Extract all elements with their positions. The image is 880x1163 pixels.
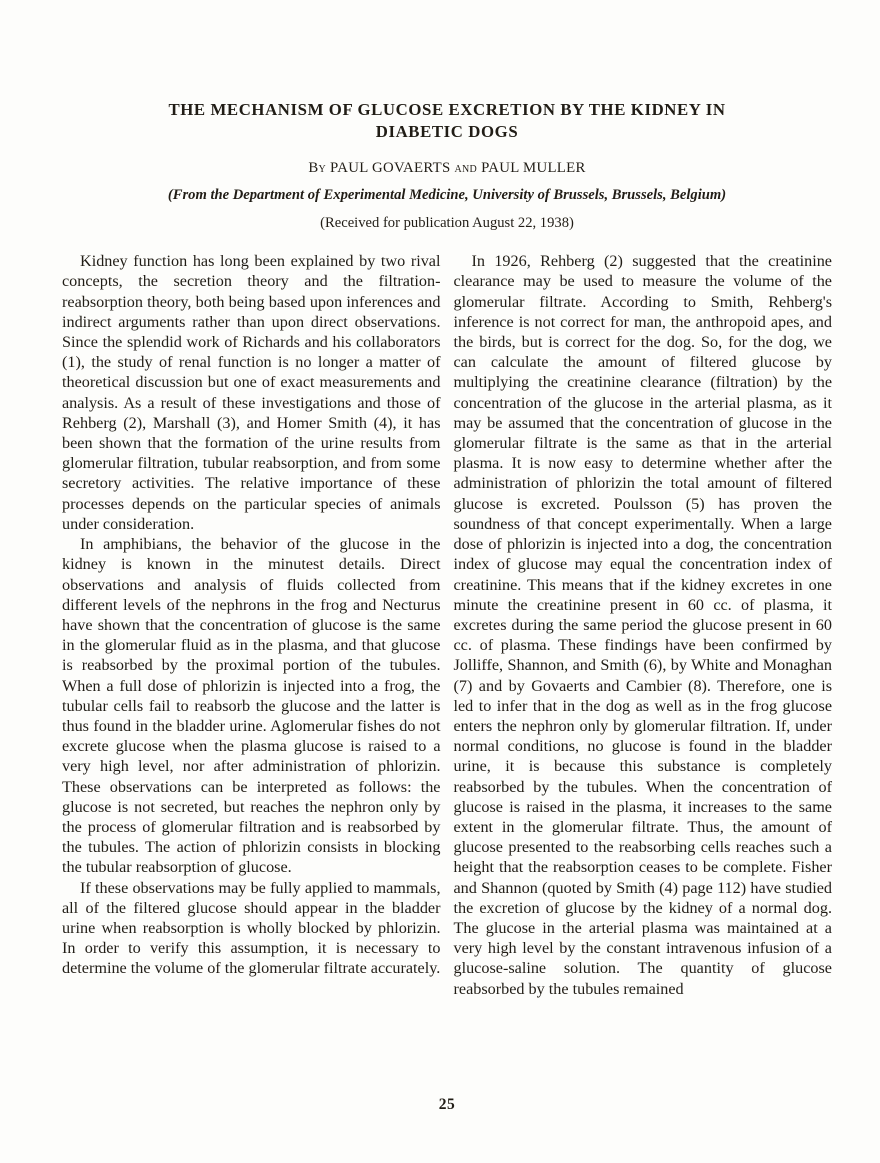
byline <box>62 159 832 178</box>
paragraph: In 1926, Rehberg (2) suggested that the creatinine clearance may be used to measure the volume of the glomerular filtrate. According to Smith, Rehberg's inference is not correct for man, the anthropoid apes, and the birds, but is correct for the dog. So, for the dog, we can calculate the amount of filtered glucose by multiplying the creatinine clearance (filtration) by the concentration of the glucose in the arterial plasma, as it may be assumed that the concentration of glucose in the glomerular filtrate is the same as that in the arterial plasma. It is now easy to determine whether after the administration of phlorizin the total amount of filtered glucose is excreted. Poulsson (5) has proven the soundness of that concept experimentally. When a large dose of phlorizin is injected into a dog, the concentration index of glucose may equal the concentration index of creatinine. This means that if the kidney excretes in one minute the creatinine present in 60 cc. of plasma, it excretes during the same period the glucose present in 60 cc. of plasma. These findings have been confirmed by Jolliffe, Shannon, and Smith (6), by White and Monaghan (7) and by Govaerts and Cambier (8). Therefore, one is led to infer that in the dog as well as in the frog glucose enters the nephron only by glomerular filtration. If, under normal conditions, no glucose is found in the bladder urine, it is because this substance is completely reabsorbed by the tubules. When the concentration of glucose is raised in the plasma, it increases to the same extent in the glomerular filtrate. Thus, the amount of glucose presented to the reabsorbing cells reaches such a height that the reabsorption ceases to be complete. Fisher and Shannon (quoted by Smith (4) page 112) have studied the excretion of glucose by the kidney of a normal dog. The glucose in the arterial plasma was maintained at a very high level by the constant intravenous infusion of a glucose-saline solution. The quantity of glucose reabsorbed by the tubules remained <box>453 252 832 998</box>
byline-conjunction: and <box>454 160 478 177</box>
affiliation-line: (From the Department of Experimental Medicine, University of Brussels, Brussels, Belgium) <box>167 187 727 204</box>
author-name-2: PAUL MULLER <box>481 160 586 177</box>
article-title-line-1: THE MECHANISM OF GLUCOSE EXCRETION BY THE KIDNEY IN <box>168 100 726 120</box>
author-name-1: PAUL GOVAERTS <box>330 160 451 177</box>
paragraph: Kidney function has long been explained by two rival concepts, the secretion theory and the filtration-reabsorption theory, both being based upon inferences and indirect arguments rather than upon direct observations. Since the splendid work of Richards and his collaborators (1), the study of renal function is no longer a matter of theoretical discussion but one of exact measurements and analysis. As a result of these investigations and those of Rehberg (2), Marshall (3), and Homer Smith (4), it has been shown that the formation of the urine results from glomerular filtration, tubular reabsorption, and from some secretory activities. The relative importance of these processes depends on the particular species of animals under consideration. <box>62 252 441 533</box>
received-line: (Received for publication August 22, 1938) <box>320 215 574 232</box>
byline-prefix: By <box>308 160 327 177</box>
article-title-line-2: DIABETIC DOGS <box>375 122 519 142</box>
paragraph: If these observations may be fully applied to mammals, all of the filtered glucose should appear in the bladder urine when reabsorption is wholly blocked by phlorizin. In order to verify this assumption, it is necessary to determine the volume of the glomerular filtrate accurately. <box>62 878 441 978</box>
text-column-left <box>62 251 441 999</box>
page-number: 25 <box>438 1096 456 1113</box>
text-block <box>62 0 832 999</box>
article-title <box>62 11 832 143</box>
paragraph: In amphibians, the behavior of the glucose in the kidney is known in the minutest details. Direct observations and analysis of fluids collected from different levels of the nephrons in the frog and Necturus have shown that the concentration of glucose is the same in the glomerular fluid as in the plasma, and that glucose is reabsorbed by the proximal portion of the tubules. When a full dose of phlorizin is injected into a frog, the tubular cells fail to reabsorb the glucose and the latter is thus found in the bladder urine. Aglomerular fishes do not excrete glucose when the plasma glucose is raised to a very high level, nor after administration of phlorizin. These observations can be interpreted as follows: the glucose is not secreted, but reaches the nephron only by the process of glomerular filtration and is reabsorbed by the tubules. The action of phlorizin consists in blocking the tubular reabsorption of glucose. <box>62 535 441 877</box>
two-column-body <box>62 251 832 999</box>
text-column-right <box>454 251 833 999</box>
